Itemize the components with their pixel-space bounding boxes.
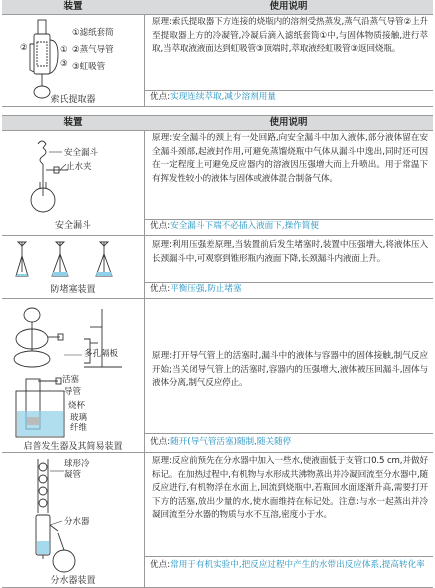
label-tube: 导管 — [64, 387, 82, 397]
device-name: 分水器装置 — [50, 576, 96, 586]
advantage-text: 平衡压强,防止堵塞 — [170, 284, 242, 294]
header-device: 装置 — [63, 1, 83, 12]
header-usage: 使用说明 — [269, 1, 308, 12]
device-name: 启普发生器及其简易装置 — [23, 442, 123, 452]
device-cell — [2, 130, 145, 235]
advantage-line — [144, 90, 433, 106]
advantage-text: 常用于有机实验中,把反应过程中产生的水带出反应体系,提高转化率 — [170, 560, 425, 570]
table-row — [2, 236, 433, 299]
label-filter-paper: ①滤纸套筒 — [72, 28, 114, 38]
header-usage: 使用说明 — [269, 117, 308, 128]
label-3: ③ — [60, 59, 68, 69]
table-row — [2, 14, 433, 107]
label-beaker: 烧杯 — [68, 401, 86, 411]
label-vapor-tube: ②蒸气导管 — [72, 45, 114, 55]
device-cell — [2, 236, 145, 298]
label-stopcock: 活塞 — [62, 375, 80, 385]
principle-text: 原理:索氏提取器下方连接的烧瓶内的溶剂受热蒸发,蒸气沿蒸气导管②上升至提取器上方的冷凝管,冷凝后滴入滤纸套筒①中,与固体物质接触,进行萃取,当萃取液液面达到虹吸管③顶端时,萃取液经虹吸管③返回烧瓶。 — [152, 17, 428, 55]
label-1: ① — [60, 45, 68, 55]
table-row — [2, 130, 433, 236]
principle-text: 原理:利用压强差原理,当装置前后发生堵塞时,装置中压强增大,将液体压入长颈漏斗中,可观察到锥形瓶内液面下降,长颈漏斗内液面上升。 — [152, 240, 428, 264]
principle-text: 原理:反应前预先在分水器中加入一些水,使液面低于支管口0.5 cm,并做好标记。在加热过程中,有机物与水形成共沸物蒸出并冷凝回流至分水器中,随反应进行,有机物浮在水面上,回流到烧瓶中,若瓶回水面逐渐升高,需要打开下方的活塞,放出少量的水,使水面维持在标记处。注意:与水一起蒸出并冷凝回流至分水器的物质与水不互溶,密度小于水。 — [152, 456, 428, 521]
device-name: 防堵塞装置 — [50, 285, 96, 295]
device-cell — [2, 453, 145, 587]
advantage-prefix: 优点: — [150, 284, 171, 294]
principle-text: 原理:打开导气管上的活塞时,漏斗中的液体与容器中的固体接触,制气反应开始;当关闭导气管上的活塞时,容器内的压强增大,液体被压回漏斗,固体与液体分离,制气反应停止。 — [152, 351, 428, 389]
table-row — [2, 453, 433, 588]
label-condenser: 球形冷凝管 — [64, 459, 90, 480]
label-separator: 分水器 — [64, 517, 90, 527]
device-name: 安全漏斗 — [54, 221, 91, 231]
advantage-text: 实现连续萃取,减少溶剂用量 — [170, 92, 276, 102]
label-safety-funnel: 安全漏斗 — [64, 148, 99, 158]
header-device: 装置 — [63, 117, 83, 128]
advantage-text: 随开(导气管活塞)随制,随关随停 — [170, 437, 292, 447]
table-header — [2, 115, 433, 131]
advantage-line — [144, 219, 433, 235]
label-porous-plate: 多孔隔板 — [84, 349, 119, 359]
table-row — [2, 299, 433, 453]
device-name: 索氏提取器 — [50, 95, 96, 105]
advantage-prefix: 优点: — [150, 560, 171, 570]
label-clamp: 止水夹 — [66, 162, 92, 172]
advantage-prefix: 优点: — [150, 92, 171, 102]
advantage-line — [144, 282, 433, 298]
advantage-prefix: 优点: — [150, 437, 171, 447]
principle-text: 原理:安全漏斗的颈上有一处回路,向安全漏斗中加入液体,部分液体留在安全漏斗颈部,起液封作用,可避免蒸馏烧瓶中气体从漏斗中逸出,同时还可因在一定程度上可避免反应器内的溶液因压强增大而上升喷出。用于常温下有挥发性较小的液体与固体或液体混合制备气体。 — [152, 133, 428, 184]
advantage-text: 安全漏斗下端不必插入液面下,操作简便 — [170, 221, 319, 231]
label-siphon-tube: ③虹吸管 — [72, 62, 106, 72]
label-glass-fiber: 玻璃纤维 — [70, 413, 88, 433]
advantage-prefix: 优点: — [150, 221, 171, 231]
device-cell — [2, 14, 145, 106]
device-cell — [2, 299, 145, 452]
advantage-line — [144, 433, 433, 452]
table-header — [2, 0, 433, 15]
advantage-line — [144, 556, 433, 587]
label-2: ② — [20, 43, 28, 53]
